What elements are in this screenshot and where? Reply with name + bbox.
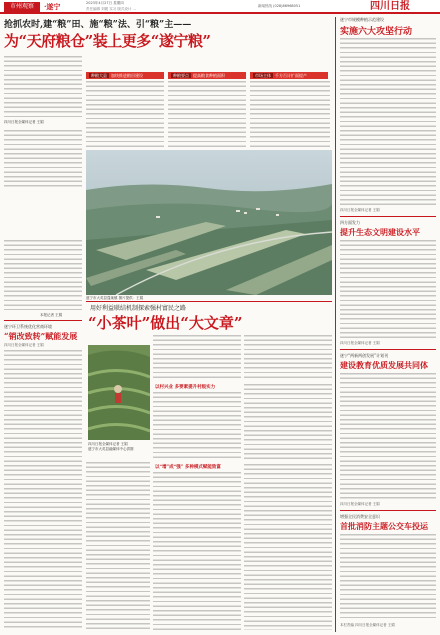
lead-intro-byline: 四川日报全媒体记者 王娟 <box>4 120 44 124</box>
tea-subhead-1: 以村兴业 多要素提升村级实力 <box>155 385 216 390</box>
city-label: ·遂宁 <box>44 2 61 11</box>
right-story4-kicker: 增强全民消费安全意识 <box>340 514 380 519</box>
tea-byline-2: 遂宁市大英县融媒体中心供图 <box>88 447 134 451</box>
subsection-tag-2: 种粮要点 <box>173 73 189 78</box>
photo-caption: 遂宁市大英县蓬莱镇 图片提供：王娟 <box>86 296 144 300</box>
right-story2-byline: 四川日报全媒体记者 王娟 <box>340 341 380 345</box>
subsection-text-2 <box>168 81 246 148</box>
subsection-tag-3: 市场主体 <box>255 73 271 78</box>
right-story4-headline: 首批消防主题公交车投运 <box>340 521 428 531</box>
newspaper-logo: 四川日报 <box>370 1 410 12</box>
right-story2-kicker: 四方面发力 <box>340 220 360 225</box>
right-story1-headline: 实施六大攻坚行动 <box>340 27 413 37</box>
lead-reporter: 本报记者 王娟 <box>40 313 63 317</box>
right-story4-byline: 本栏责编 四川日报全媒体记者 王娟 <box>340 623 395 627</box>
editor-credits: 责任编辑 刘媛 实习 版式设计 ... <box>86 7 136 11</box>
lead-kicker: 抢抓农时,建“粮”田、施“粮”法、引“粮”主—— <box>4 20 192 30</box>
right-story3-kicker: 遂宁“两新两创发展”计划刊 <box>340 353 389 358</box>
left-bottom-kicker: 遂宁环卫系统优化营商环境 <box>4 324 52 329</box>
tea-section1-text <box>153 392 241 460</box>
subsection-text-3 <box>250 81 330 148</box>
left-bottom-divider <box>4 320 82 321</box>
subsection-title-3: 千方百计扩面提产 <box>275 73 307 78</box>
lead-intro-text <box>4 56 82 118</box>
lead-headline: 为“天府粮仓”装上更多“遂宁粮” <box>4 32 211 50</box>
tea-garden-photo <box>88 345 150 440</box>
right-story1-text <box>340 38 436 208</box>
right-divider-1 <box>340 216 436 217</box>
tea-headline: “小茶叶”做出“大文章” <box>88 314 243 332</box>
left-bottom-byline: 四川日报全媒体记者 王娟 <box>4 343 44 347</box>
tea-intro-text <box>153 335 241 380</box>
right-story3-headline: 建设教育优质发展共同体 <box>340 360 428 370</box>
tea-left-text <box>86 462 150 630</box>
tea-section2-text-2 <box>244 464 332 630</box>
right-story3-text <box>340 373 436 501</box>
right-story4-text <box>340 534 436 620</box>
right-divider-2 <box>340 349 436 350</box>
news-hotline: 新闻热线 (028)86968051 <box>258 4 301 8</box>
subsection-bar-3 <box>250 72 328 79</box>
lead-left-text-2 <box>4 240 82 310</box>
right-story2-text <box>340 240 436 340</box>
section-badge: 市州观察 <box>4 2 40 12</box>
right-column-rule <box>335 17 336 632</box>
right-story3-byline: 四川日报全媒体记者 王娟 <box>340 502 380 506</box>
left-bottom-text <box>4 350 82 630</box>
aerial-farmland-photo <box>86 150 332 295</box>
left-bottom-headline: “销改致转”赋能发展 <box>4 331 78 341</box>
issue-date: 2023年4月27日 星期四 <box>86 1 124 5</box>
tea-intro-text-2 <box>244 335 332 380</box>
subsection-text-1 <box>86 81 164 148</box>
subsection-tag-1: 种粮大县 <box>91 73 107 78</box>
page-header <box>0 0 440 14</box>
right-divider-3 <box>340 510 436 511</box>
subsection-bar-1 <box>86 72 164 79</box>
right-story1-byline: 四川日报全媒体记者 王娟 <box>340 208 380 212</box>
tea-subhead-2: 以“增”成“强” 多种模式赋能致富 <box>155 465 221 470</box>
subsection-title-2: 提高粮食种植面积 <box>193 73 225 78</box>
tea-kicker: 用好利益联结机制探索强村富民之路 <box>90 305 187 312</box>
tea-section2-text <box>153 472 241 630</box>
subsection-title-1: 加快推进粮田建设 <box>111 73 143 78</box>
right-story2-headline: 提升生态文明建设水平 <box>340 227 420 237</box>
tea-section1-text-2 <box>244 384 332 460</box>
tea-byline-1: 四川日报全媒体记者 王娟 <box>88 442 128 446</box>
right-story1-kicker: 遂宁市规模种植示范建设 <box>340 17 384 22</box>
subsection-bar-2 <box>168 72 246 79</box>
tea-divider <box>86 301 332 302</box>
lead-left-text <box>4 130 82 190</box>
